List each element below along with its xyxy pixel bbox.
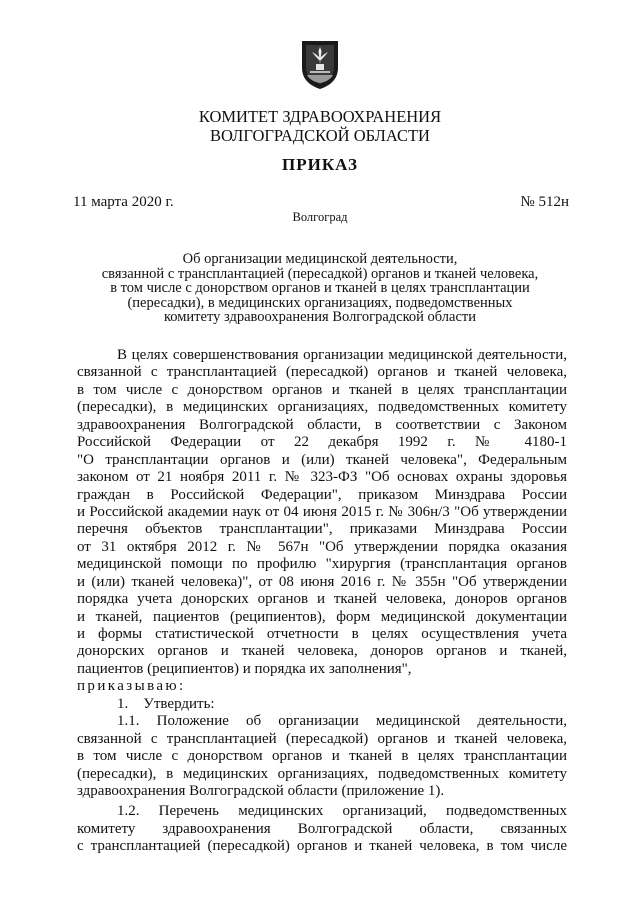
preamble-line: (пересадки), в медицинских организациях, подведомственных комитету [77, 399, 567, 416]
subject-line: в том числе с донорством органов и тканей в целях трансплантации [110, 280, 530, 297]
preamble-line: медицинской помощи по профилю "хирургия (трансплантация органов [77, 556, 567, 573]
volgograd-coat-of-arms-icon [299, 38, 341, 90]
preamble-line: и формы статистической отчетности в целях осуществления учета [77, 626, 567, 642]
preamble-line: граждан в Российской Федерации", приказом Минздрава России [77, 486, 567, 503]
committee-name-line1: КОМИТЕТ ЗДРАВООХРАНЕНИЯ [198, 107, 442, 126]
item-1: 1. Утвердить: [117, 695, 215, 712]
order-word: приказываю: [77, 678, 186, 695]
preamble-line: связанной с трансплантацией (пересадкой) органов и тканей человека, [77, 364, 567, 381]
preamble-line: в том числе с донорством органов и тканей в целях трансплантации [77, 381, 567, 398]
document-subject [60, 252, 580, 325]
preamble-line: донорских органов и тканей человека, доноров органов и тканей, [77, 643, 567, 660]
document-type-title: ПРИКАЗ [282, 155, 358, 174]
item-1-1-line: 1.1. Положение об организации медицинской деятельности, [117, 713, 567, 730]
item-1-2-line: с трансплантацией (пересадкой) органов и тканей человека, в том числе [77, 838, 567, 855]
item-1-1-line: связанной с трансплантацией (пересадкой) органов и тканей человека, [77, 730, 567, 747]
document-body [77, 347, 567, 856]
document-city: Волгоград [292, 210, 348, 224]
preamble-line: "О трансплантации органов и (или) тканей человека", Федеральным [77, 451, 567, 468]
preamble-line: здравоохранения Волгоградской области, в соответствии с Законом [77, 416, 567, 433]
document-number: № 512н [520, 194, 569, 210]
preamble-line: и (или) тканей человека)", от 08 июня 2016 г. № 355н "Об утверждении [77, 573, 567, 590]
item-1-1-line: (пересадки), в медицинских организациях, подведомственных комитету [77, 765, 567, 782]
preamble-line: пациентов (реципиентов) и порядка их заполнения", [77, 660, 412, 677]
preamble-line: законом от 21 ноября 2011 г. № 323-ФЗ "Об основах охраны здоровья [77, 469, 567, 486]
subject-line: (пересадки), в медицинских организациях, подведомственных [127, 294, 513, 311]
preamble-line: и тканей, пациентов (реципиентов), форм медицинской документации [77, 608, 567, 625]
document-date: 11 марта 2020 г. [73, 194, 174, 210]
subject-line: связанной с трансплантацией (пересадкой) органов и тканей человека, [101, 265, 539, 282]
item-1-2-line: 1.2. Перечень медицинских организаций, подведомственных [117, 803, 567, 820]
preamble-line: и Российской академии наук от 04 июня 2015 г. № 306н/3 "Об утверждении [77, 503, 567, 520]
preamble-line: перечня объектов трансплантации", приказами Минздрава России [77, 521, 567, 538]
item-1-1-line: здравоохранения Волгоградской области (приложение 1). [77, 782, 445, 799]
item-1-1-line: в том числе с донорством органов и тканей в целях трансплантации [77, 748, 567, 765]
committee-name-line2: ВОЛГОГРАДСКОЙ ОБЛАСТИ [210, 126, 430, 145]
preamble-line: от 31 октября 2012 г. № 567н "Об утверждении порядка оказания [77, 538, 567, 555]
subject-line: Об организации медицинской деятельности, [182, 251, 458, 267]
preamble-line: Российской Федерации от 22 декабря 1992 г. № 4180-1 [77, 434, 567, 451]
item-1-2-line: комитету здравоохранения Волгоградской области, связанных [77, 820, 567, 837]
subject-line: комитету здравоохранения Волгоградской области [163, 309, 477, 326]
preamble-line: В целях совершенствования организации медицинской деятельности, [117, 347, 567, 363]
preamble-line: порядка учета донорских органов и тканей человека, доноров органов [77, 591, 567, 608]
